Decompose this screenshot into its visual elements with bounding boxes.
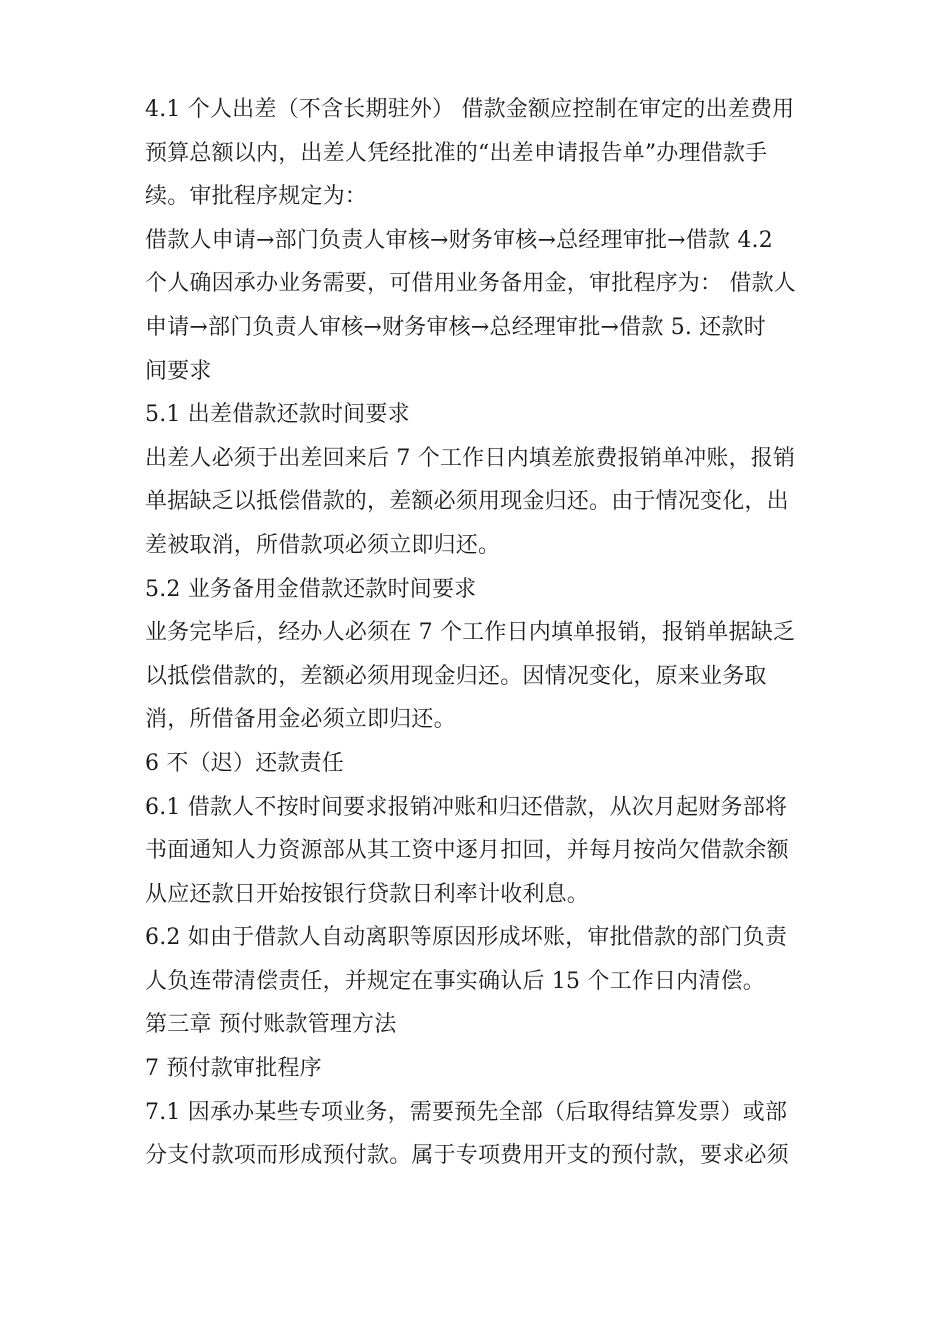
- text-line-19: 从应还款日开始按银行贷款日利率计收利息。: [145, 881, 590, 907]
- text-line-6: 申请→部门负责人审核→财务审核→总经理审批→借款 5. 还款时: [145, 314, 766, 340]
- text-line-14: 以抵偿借款的，差额必须用现金归还。因情况变化，原来业务取: [145, 663, 767, 689]
- section-heading-5-1: 5.1 出差借款还款时间要求: [145, 402, 410, 428]
- text-line-3: 续。审批程序规定为：: [145, 184, 368, 210]
- text-line-4: 借款人申请→部门负责人审核→财务审核→总经理审批→借款 4.2: [145, 227, 773, 253]
- text-line-2: 预算总额以内，出差人凭经批准的“出差申请报告单”办理借款手: [145, 140, 768, 166]
- document-body: [145, 88, 810, 1178]
- chapter-heading-3: 第三章 预付账款管理方法: [145, 1012, 397, 1038]
- text-line-15: 消，所借备用金必须立即归还。: [145, 707, 456, 733]
- text-line-17: 6.1 借款人不按时间要求报销冲账和归还借款，从次月起财务部将: [145, 794, 788, 820]
- text-line-24: 7.1 因承办某些专项业务，需要预先全部（后取得结算发票）或部: [145, 1099, 788, 1125]
- text-line-18: 书面通知人力资源部从其工资中逐月扣回，并每月按尚欠借款余额: [145, 838, 789, 864]
- section-heading-6: 6 不（迟）还款责任: [145, 750, 344, 776]
- section-heading-7: 7 预付款审批程序: [145, 1056, 322, 1082]
- text-line-9: 出差人必须于出差回来后 7 个工作日内填差旅费报销单冲账，报销: [145, 445, 796, 471]
- text-line-21: 人负连带清偿责任，并规定在事实确认后 15 个工作日内清偿。: [145, 968, 765, 994]
- text-line-1: 4.1 个人出差（不含长期驻外） 借款金额应控制在审定的出差费用: [145, 97, 795, 122]
- text-line-11: 差被取消，所借款项必须立即归还。: [145, 532, 501, 558]
- text-line-10: 单据缺乏以抵偿借款的，差额必须用现金归还。由于情况变化，出: [145, 489, 789, 515]
- text-line-7: 间要求: [145, 358, 212, 384]
- text-line-20: 6.2 如由于借款人自动离职等原因形成坏账，审批借款的部门负责: [145, 925, 788, 951]
- text-line-5: 个人确因承办业务需要，可借用业务备用金，审批程序为： 借款人: [145, 271, 796, 297]
- section-heading-5-2: 5.2 业务备用金借款还款时间要求: [145, 576, 477, 602]
- text-line-25: 分支付款项而形成预付款。属于专项费用开支的预付款，要求必须: [145, 1143, 789, 1169]
- text-line-13: 业务完毕后，经办人必须在 7 个工作日内填单报销，报销单据缺乏: [145, 620, 796, 646]
